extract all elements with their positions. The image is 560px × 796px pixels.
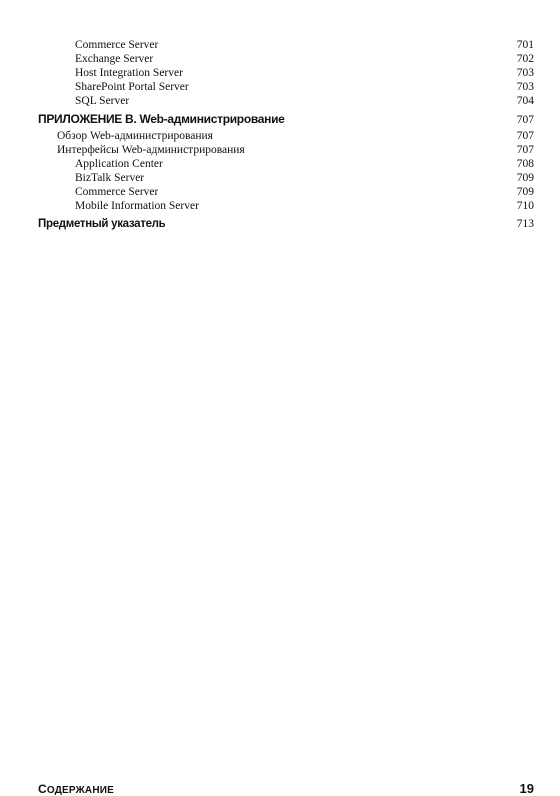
toc-entry-label: Exchange Server: [75, 53, 154, 65]
toc-chapter-title: ПРИЛОЖЕНИЕ В. Web-администрирование: [38, 112, 285, 126]
toc-entry-page: 703: [516, 67, 534, 79]
toc-entry-label: Host Integration Server: [75, 67, 183, 79]
toc-entry-commerce-server: [38, 185, 534, 199]
toc-entry-page: 713: [516, 218, 534, 230]
toc-entry-host-integration-server: [38, 66, 534, 80]
toc-entry-appendix-b: [38, 112, 534, 127]
toc-entry-subject-index: [38, 217, 534, 231]
toc-entry-label: Mobile Information Server: [75, 200, 199, 212]
toc-entry-page: 707: [516, 144, 534, 156]
toc-entry-page: 703: [516, 81, 534, 93]
running-section-title-rest: ОДЕРЖАНИЕ: [46, 785, 114, 796]
toc-entry-page: 701: [516, 39, 534, 51]
toc-entry-label: SQL Server: [75, 95, 130, 107]
toc-entry-label: Обзор Web-администрирования: [57, 130, 213, 142]
toc-entry-label: Application Center: [75, 158, 163, 170]
toc-entry-label: Commerce Server: [75, 39, 159, 51]
toc-entry-label: Commerce Server: [75, 186, 159, 198]
toc-entry-page: 707: [516, 114, 534, 126]
running-section-title-initial: С: [38, 782, 47, 796]
table-of-contents: [38, 38, 534, 231]
toc-entry-sql-server: [38, 94, 534, 108]
toc-entry-label: Интерфейсы Web-администрирования: [57, 144, 245, 156]
toc-entry-exchange-server: [38, 52, 534, 66]
toc-entry-mobile-information-server: [38, 199, 534, 213]
page-footer: [38, 781, 534, 796]
toc-entry-label: BizTalk Server: [75, 172, 145, 184]
toc-entry-label: SharePoint Portal Server: [75, 81, 189, 93]
toc-entry-page: 709: [516, 186, 534, 198]
toc-entry-web-admin-interfaces: [38, 143, 534, 157]
toc-entry-commerce-server: [38, 38, 534, 52]
toc-entry-page: 708: [516, 158, 534, 170]
toc-entry-web-admin-overview: [38, 129, 534, 143]
toc-entry-page: 707: [516, 130, 534, 142]
toc-chapter-title: Предметный указатель: [38, 218, 166, 230]
toc-entry-application-center: [38, 157, 534, 171]
toc-entry-page: 704: [516, 95, 534, 107]
toc-entry-page: 709: [516, 172, 534, 184]
toc-entry-biztalk-server: [38, 171, 534, 185]
toc-entry-sharepoint-portal-server: [38, 80, 534, 94]
page-number: 19: [519, 781, 534, 796]
running-section-title: [38, 782, 114, 796]
toc-entry-page: 702: [516, 53, 534, 65]
toc-entry-page: 710: [516, 200, 534, 212]
